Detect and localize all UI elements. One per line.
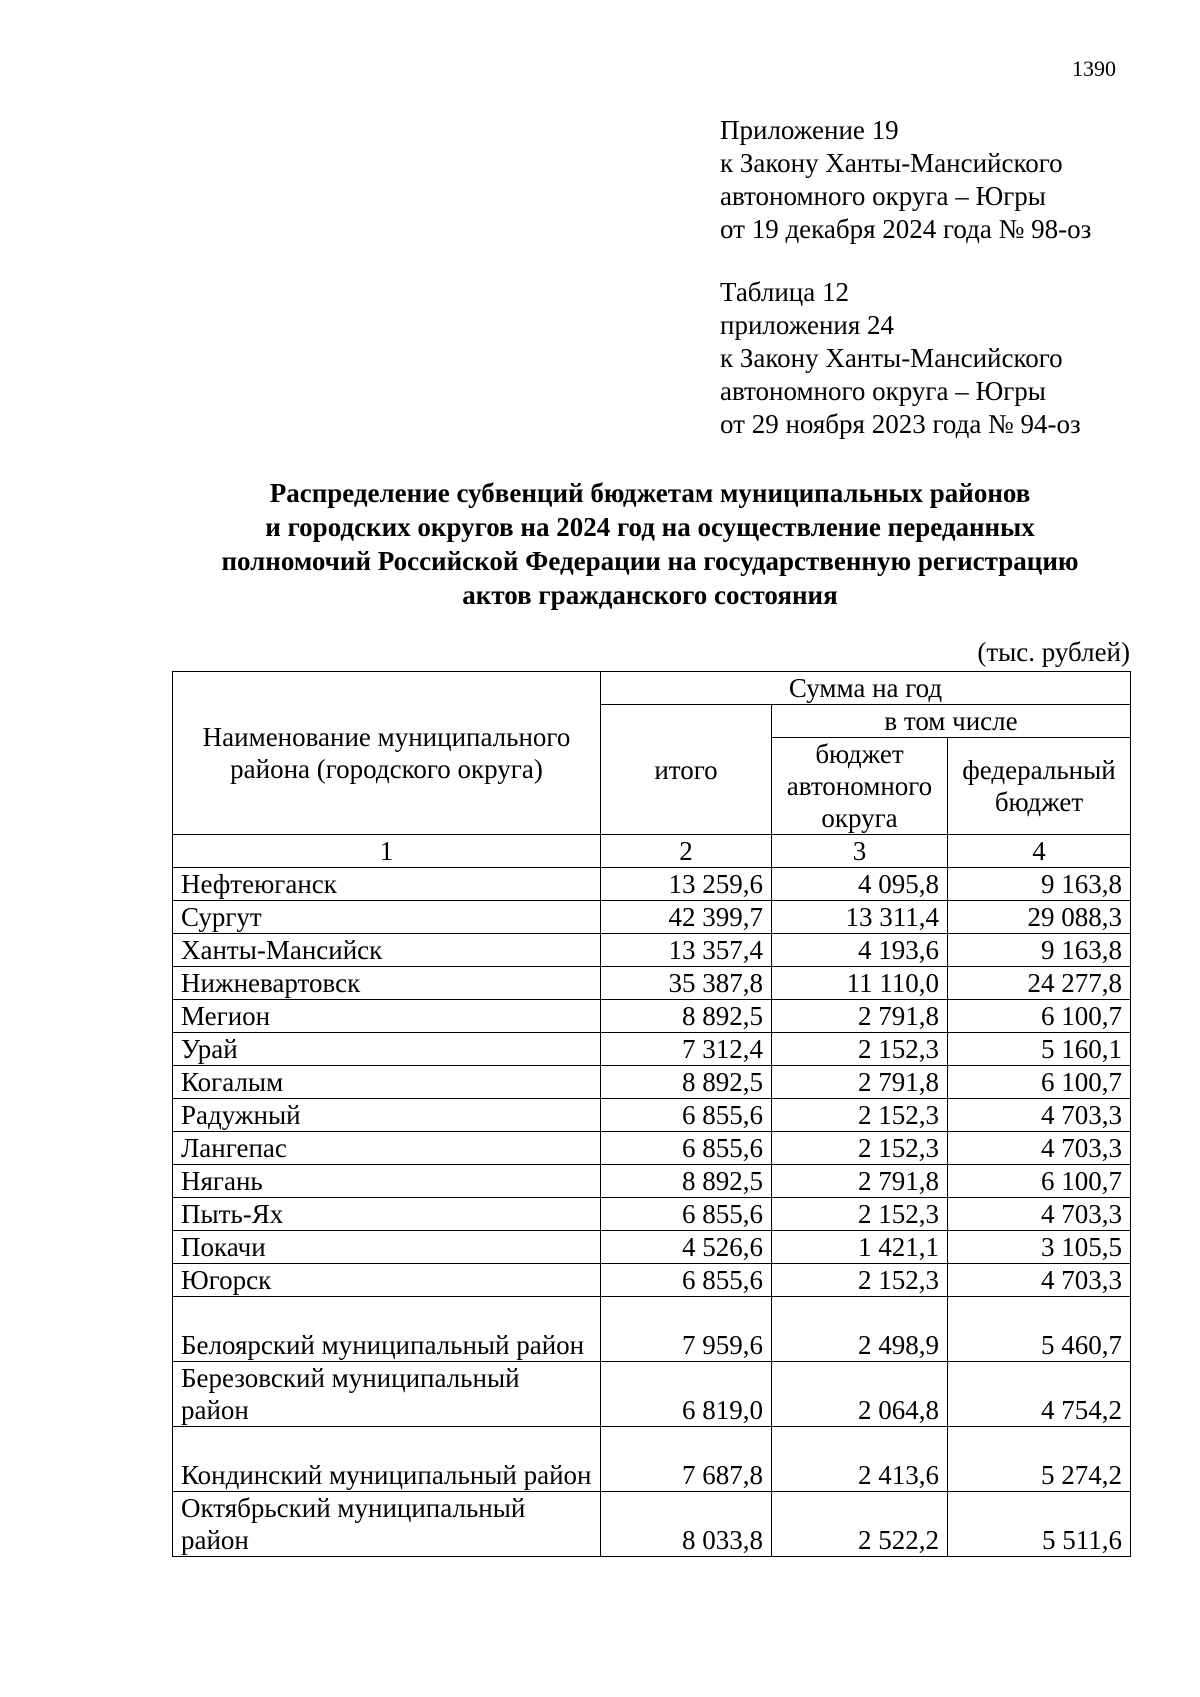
row-total: 13 357,4 [601,934,772,967]
row-total: 8 892,5 [601,1000,772,1033]
table-row [173,901,1131,934]
units-label: (тыс. рублей) [977,637,1130,667]
table-row [173,1000,1131,1033]
row-federal: 3 105,5 [948,1231,1131,1264]
row-total: 7 312,4 [601,1033,772,1066]
table-row [173,1231,1131,1264]
table-ref-line: к Закону Ханты-Мансийского [720,343,1063,373]
table-row [173,1362,1131,1427]
table-row [173,1165,1131,1198]
title-line: и городских округов на 2024 год на осуществление переданных [265,512,1035,542]
row-federal: 5 511,6 [948,1492,1131,1557]
header-federal-budget: федеральный бюджет [948,738,1131,835]
row-federal: 6 100,7 [948,1165,1131,1198]
row-name: Сургут [173,901,601,934]
row-okrug: 1 421,1 [772,1231,948,1264]
row-total: 35 387,8 [601,967,772,1000]
row-federal: 6 100,7 [948,1000,1131,1033]
row-name: Покачи [173,1231,601,1264]
row-federal: 9 163,8 [948,934,1131,967]
appendix-line: от 19 декабря 2024 года № 98-оз [720,214,1092,244]
header-including: в том числе [772,705,1131,738]
row-total: 6 855,6 [601,1099,772,1132]
table-row [173,1066,1131,1099]
row-okrug: 4 193,6 [772,934,948,967]
row-federal: 24 277,8 [948,967,1131,1000]
row-name: Октябрьский муниципальный район [173,1492,601,1557]
row-okrug: 2 152,3 [772,1132,948,1165]
row-total: 42 399,7 [601,901,772,934]
row-okrug: 2 522,2 [772,1492,948,1557]
title-line: актов гражданского состояния [462,580,838,610]
row-total: 7 959,6 [601,1297,772,1362]
table-row [173,1132,1131,1165]
row-name: Ханты-Мансийск [173,934,601,967]
row-federal: 5 460,7 [948,1297,1131,1362]
subvention-table [172,671,1131,1557]
header-okrug-budget: бюджет автономного округа [772,738,948,835]
row-name: Урай [173,1033,601,1066]
row-okrug: 2 498,9 [772,1297,948,1362]
table-ref-line: Таблица 12 [720,277,849,307]
header-total: итого [601,705,772,835]
table-ref-line: приложения 24 [720,310,895,340]
row-federal: 4 703,3 [948,1264,1131,1297]
row-name: Кондинский муниципальный район [173,1427,601,1492]
table-reference [720,276,1081,441]
row-name: Пыть-Ях [173,1198,601,1231]
row-name: Лангепас [173,1132,601,1165]
row-okrug: 2 791,8 [772,1066,948,1099]
title-line: Распределение субвенций бюджетам муниципальных районов [269,478,1031,508]
column-number: 4 [948,835,1131,868]
row-name: Нижневартовск [173,967,601,1000]
column-number: 1 [173,835,601,868]
row-federal: 5 274,2 [948,1427,1131,1492]
row-okrug: 2 152,3 [772,1198,948,1231]
appendix-line: к Закону Ханты-Мансийского [720,148,1063,178]
table-row [173,1264,1131,1297]
document-title [170,476,1130,612]
row-total: 6 855,6 [601,1198,772,1231]
row-federal: 29 088,3 [948,901,1131,934]
row-total: 8 033,8 [601,1492,772,1557]
row-okrug: 13 311,4 [772,901,948,934]
row-federal: 4 703,3 [948,1132,1131,1165]
header-sum-per-year: Сумма на год [601,672,1131,705]
page-number: 1390 [1072,56,1116,81]
header-name: Наименование муниципального района (городского округа) [173,672,601,835]
row-total: 6 855,6 [601,1264,772,1297]
table-ref-line: от 29 ноября 2023 года № 94-оз [720,409,1081,439]
row-okrug: 2 791,8 [772,1000,948,1033]
row-federal: 4 703,3 [948,1198,1131,1231]
row-okrug: 4 095,8 [772,868,948,901]
row-name: Белоярский муниципальный район [173,1297,601,1362]
row-name: Югорск [173,1264,601,1297]
row-total: 4 526,6 [601,1231,772,1264]
table-row [173,1297,1131,1362]
row-okrug: 2 152,3 [772,1033,948,1066]
row-federal: 6 100,7 [948,1066,1131,1099]
row-okrug: 2 791,8 [772,1165,948,1198]
appendix-reference [720,114,1091,246]
row-federal: 5 160,1 [948,1033,1131,1066]
row-federal: 4 703,3 [948,1099,1131,1132]
row-okrug: 2 152,3 [772,1099,948,1132]
table-row [173,1492,1131,1557]
row-name: Радужный [173,1099,601,1132]
appendix-line: автономного округа – Югры [720,181,1046,211]
table-row [173,1099,1131,1132]
title-line: полномочий Российской Федерации на государственную регистрацию [221,546,1079,576]
row-okrug: 11 110,0 [772,967,948,1000]
table-row [173,1033,1131,1066]
row-federal: 4 754,2 [948,1362,1131,1427]
table-ref-line: автономного округа – Югры [720,376,1046,406]
table-row [173,1198,1131,1231]
row-total: 13 259,6 [601,868,772,901]
row-okrug: 2 413,6 [772,1427,948,1492]
row-name: Мегион [173,1000,601,1033]
row-federal: 9 163,8 [948,868,1131,901]
table-row [173,868,1131,901]
table-row [173,1427,1131,1492]
row-okrug: 2 064,8 [772,1362,948,1427]
row-total: 7 687,8 [601,1427,772,1492]
column-number: 3 [772,835,948,868]
row-total: 6 819,0 [601,1362,772,1427]
row-name: Когалым [173,1066,601,1099]
row-name: Нефтеюганск [173,868,601,901]
row-okrug: 2 152,3 [772,1264,948,1297]
appendix-line: Приложение 19 [720,115,899,145]
table-row [173,967,1131,1000]
row-total: 8 892,5 [601,1165,772,1198]
row-total: 6 855,6 [601,1132,772,1165]
row-name: Березовский муниципальный район [173,1362,601,1427]
row-name: Нягань [173,1165,601,1198]
row-total: 8 892,5 [601,1066,772,1099]
table-row [173,934,1131,967]
column-number: 2 [601,835,772,868]
